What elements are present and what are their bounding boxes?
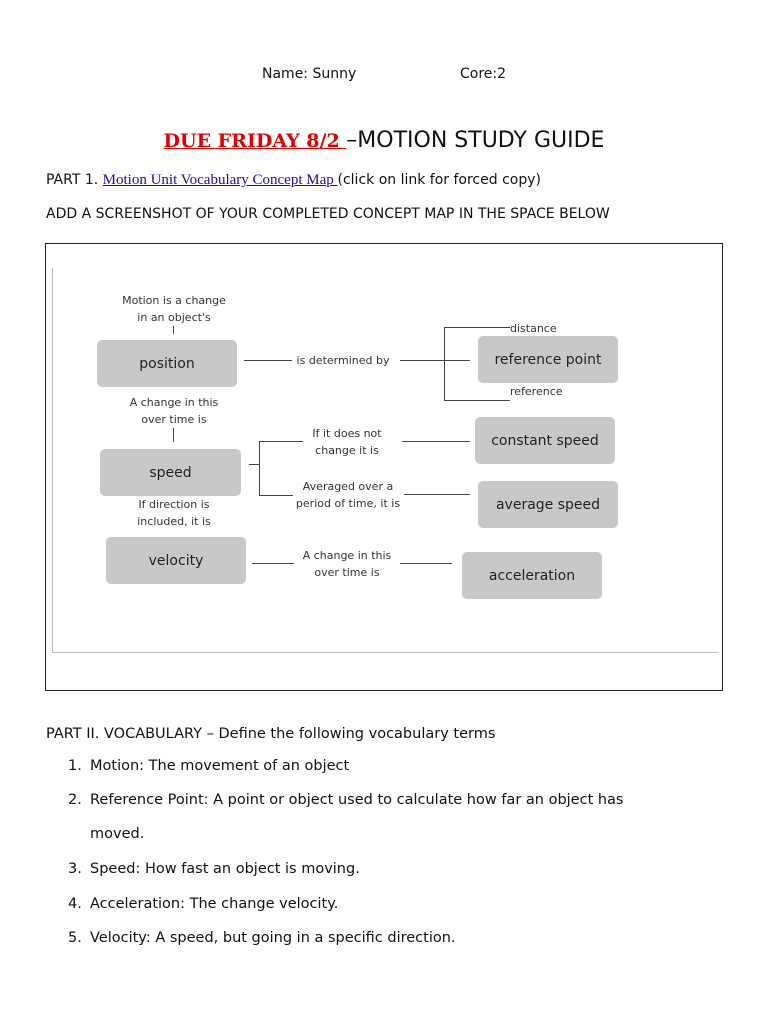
vocab-item bbox=[68, 896, 338, 912]
connector bbox=[249, 464, 259, 465]
vocab-text: Acceleration: The change velocity. bbox=[90, 896, 339, 912]
connector bbox=[402, 441, 470, 442]
node-speed: speed bbox=[100, 449, 241, 496]
label-motion bbox=[104, 292, 244, 326]
connector bbox=[444, 327, 510, 328]
vocab-item bbox=[68, 930, 456, 946]
part1-note: (click on link for forced copy) bbox=[337, 172, 541, 188]
node-average-speed: average speed bbox=[478, 481, 618, 528]
student-name: Name: Sunny bbox=[262, 66, 357, 82]
node-velocity: velocity bbox=[106, 537, 246, 584]
part1-instruction: ADD A SCREENSHOT OF YOUR COMPLETED CONCEPT MAP IN THE SPACE BELOW bbox=[46, 206, 610, 222]
label-averaged-line2: period of time, it is bbox=[295, 497, 401, 510]
label-not-change-line1: If it does not bbox=[312, 427, 382, 440]
vocab-item-continued bbox=[68, 826, 144, 842]
node-acceleration: acceleration bbox=[462, 552, 602, 599]
connector bbox=[400, 563, 452, 564]
connector bbox=[244, 360, 292, 361]
vocab-number: 3. bbox=[68, 861, 82, 877]
part2-heading: PART II. VOCABULARY – Define the following vocabulary terms bbox=[46, 726, 496, 742]
due-date: DUE FRIDAY 8/2 bbox=[163, 130, 347, 152]
title-text: –MOTION STUDY GUIDE bbox=[346, 128, 605, 153]
connector bbox=[400, 360, 470, 361]
connector bbox=[259, 495, 293, 496]
label-change-line2: over time is bbox=[141, 413, 207, 426]
vocab-text: moved. bbox=[90, 826, 145, 842]
vocab-item bbox=[68, 758, 349, 774]
core-number: Core:2 bbox=[460, 66, 507, 82]
vocab-item bbox=[68, 792, 624, 808]
label-determined: is determined by bbox=[296, 354, 390, 367]
label-acceleration-def bbox=[296, 547, 398, 581]
connector bbox=[252, 563, 294, 564]
vocab-number: 5. bbox=[68, 930, 82, 946]
vocab-number: 1. bbox=[68, 758, 82, 774]
node-position: position bbox=[97, 340, 237, 387]
connector bbox=[173, 428, 174, 442]
vocab-text: Speed: How fast an object is moving. bbox=[90, 861, 360, 877]
label-motion-line1: Motion is a change bbox=[122, 294, 226, 307]
label-not-change-line2: change it is bbox=[315, 444, 379, 457]
node-reference-point: reference point bbox=[478, 336, 618, 383]
vocab-text: Motion: The movement of an object bbox=[90, 758, 350, 774]
label-change-line1: A change in this bbox=[129, 396, 219, 409]
concept-map-link[interactable]: Motion Unit Vocabulary Concept Map bbox=[102, 172, 338, 188]
vocab-text: Reference Point: A point or object used to calculate how far an object has bbox=[90, 792, 624, 808]
label-direction-line1: If direction is bbox=[138, 498, 210, 511]
label-direction-line2: included, it is bbox=[137, 515, 211, 528]
node-constant-speed: constant speed bbox=[475, 417, 615, 464]
label-motion-line2: in an object's bbox=[137, 311, 211, 324]
label-averaged-line1: Averaged over a bbox=[302, 480, 394, 493]
label-direction bbox=[104, 496, 244, 530]
vocab-text: Velocity: A speed, but going in a specific direction. bbox=[90, 930, 456, 946]
connector bbox=[404, 494, 470, 495]
part1-label: PART 1. bbox=[46, 172, 103, 188]
connector bbox=[444, 327, 445, 400]
vocab-number: 4. bbox=[68, 896, 82, 912]
vocab-item bbox=[68, 861, 360, 877]
connector bbox=[259, 441, 260, 495]
label-change bbox=[104, 394, 244, 428]
label-not-change bbox=[296, 425, 398, 459]
connector bbox=[444, 400, 510, 401]
connector bbox=[173, 326, 174, 334]
label-averaged bbox=[292, 478, 404, 512]
label-distance: distance bbox=[510, 322, 557, 335]
vocab-number: 2. bbox=[68, 792, 82, 808]
label-acceleration-def-line1: A change in this bbox=[302, 549, 392, 562]
label-reference: reference bbox=[510, 385, 563, 398]
label-acceleration-def-line2: over time is bbox=[314, 566, 380, 579]
